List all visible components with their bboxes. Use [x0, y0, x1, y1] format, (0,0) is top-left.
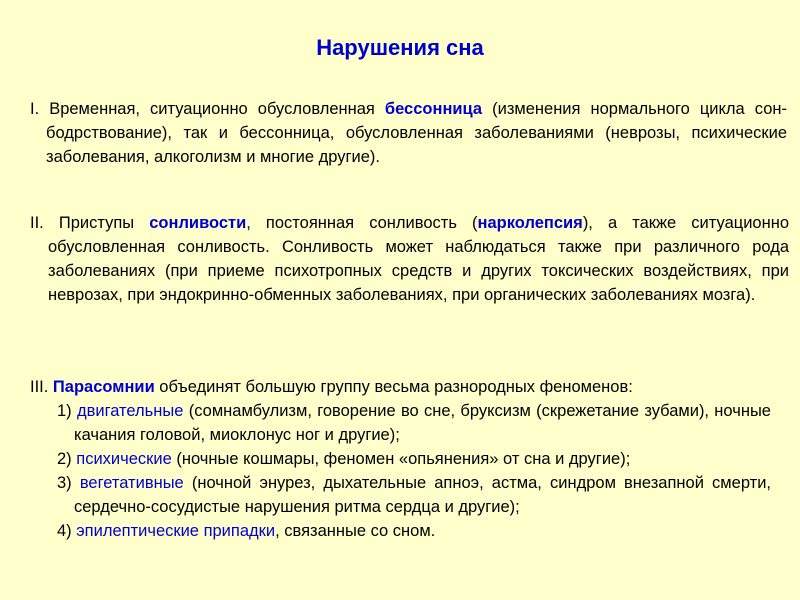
list-item-number: 3) — [57, 474, 80, 492]
list-item-number: 4) — [57, 522, 77, 540]
keyword-motor: двигательные — [76, 402, 184, 420]
list-item-text: (ночные кошмары, феномен «опьянения» от сна и другие); — [171, 450, 631, 468]
keyword-epileptic: эпилептические припадки — [76, 522, 276, 540]
section-somnolence-middle: , постоянная сонливость ( — [246, 214, 478, 232]
list-item-psychic — [30, 447, 771, 471]
list-item-vegetative — [30, 471, 771, 519]
list-item-number: 2) — [57, 450, 77, 468]
list-item-text: (сомнамбулизм, говорение во сне, бруксизм (скрежетание зубами), ночные качания головой, миоклонус ног и другие); — [74, 402, 771, 444]
list-item-epileptic — [30, 519, 771, 543]
keyword-insomnia: бессонница — [384, 100, 483, 118]
slide-title: Нарушения сна — [316, 35, 484, 60]
section-parasomnia — [30, 375, 771, 543]
section-insomnia-prefix: I. Временная, ситуационно обусловленная — [30, 100, 385, 118]
section-insomnia — [30, 97, 787, 169]
section-somnolence-prefix: II. Приступы — [30, 214, 150, 232]
list-item-motor — [30, 399, 771, 447]
list-item-text: (ночной энурез, дыхательные апноэ, астма, синдром внезапной смерти, сердечно-сосудистые нарушения ритма сердца и другие); — [74, 474, 771, 516]
keyword-vegetative: вегетативные — [79, 474, 184, 492]
section-parasomnia-text: объединят большую группу весьма разнородных феноменов: — [154, 378, 633, 396]
keyword-parasomnia: Парасомнии — [52, 378, 155, 396]
keyword-narcolepsy: нарколепсия — [477, 214, 583, 232]
section-parasomnia-prefix: III. — [30, 378, 53, 396]
list-item-number: 1) — [57, 402, 77, 420]
keyword-psychic: психические — [76, 450, 172, 468]
section-insomnia-text: (изменения нормального цикла сон-бодрствование), так и бессонница, обусловленная заболеваниями (неврозы, психические заболевания, алкоголизм и многие другие). — [46, 100, 787, 166]
section-parasomnia-intro — [30, 375, 771, 399]
keyword-somnolence: сонливости — [149, 214, 247, 232]
list-item-text: , связанные со сном. — [275, 522, 436, 540]
section-somnolence-text: ), а также ситуационно обусловленная сонливость. Сонливость может наблюдаться также при различного рода заболеваниях (при приеме психотропных средств и других токсических воздействиях, при неврозах, при эндокринно-обменных заболеваниях, при органических заболеваниях мозга). — [48, 214, 789, 304]
section-somnolence — [30, 211, 789, 307]
